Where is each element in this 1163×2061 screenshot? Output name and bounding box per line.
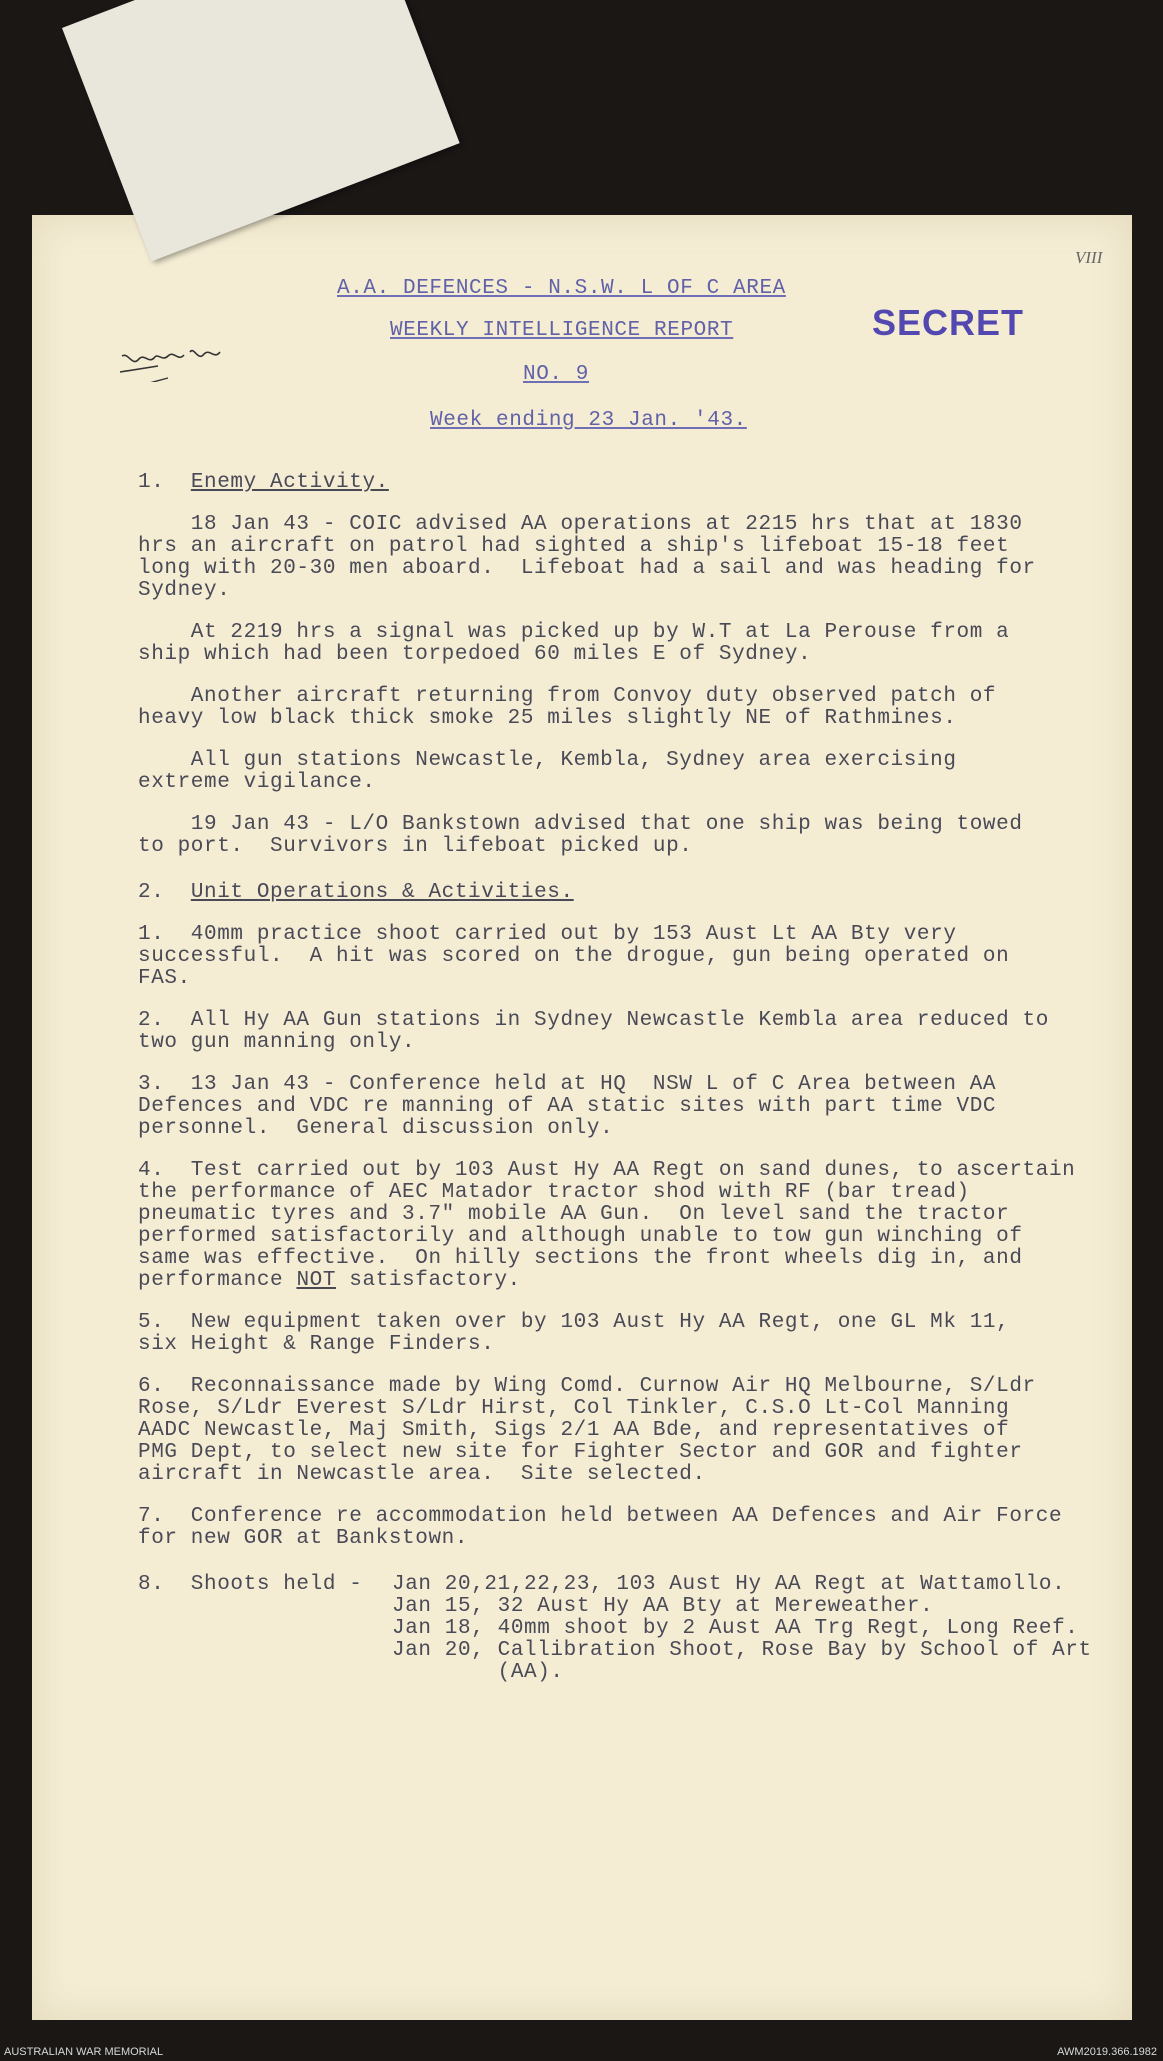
paragraph-line: 4. Test carried out by 103 Aust Hy AA Regt on sand dunes, to ascertain [138, 1159, 1076, 1182]
paragraph-line: successful. A hit was scored on the drogue, gun being operated on [138, 945, 1010, 968]
paragraph-line: Rose, S/Ldr Everest S/Ldr Hirst, Col Tinkler, C.S.O Lt-Col Manning [138, 1397, 1010, 1420]
paragraph-line: 5. New equipment taken over by 103 Aust Hy AA Regt, one GL Mk 11, [138, 1311, 1010, 1334]
paragraph-line: 18 Jan 43 - COIC advised AA operations at 2215 hrs that at 1830 [138, 513, 1023, 536]
paragraph-line: long with 20-30 men aboard. Lifeboat had a sail and was heading for [138, 557, 1036, 580]
shoot-entry: Jan 15, 32 Aust Hy AA Bty at Mereweather. [392, 1595, 934, 1618]
paragraph-line: Sydney. [138, 579, 231, 602]
paragraph-line: personnel. General discussion only. [138, 1117, 614, 1140]
shoot-entry: Jan 18, 40mm shoot by 2 Aust AA Trg Regt, Long Reef. [392, 1617, 1079, 1640]
shoots-label: 8. Shoots held - [138, 1573, 363, 1596]
paragraph-line: performed satisfactorily and although unable to tow gun winching of [138, 1225, 1023, 1248]
paragraph-line: ship which had been torpedoed 60 miles E of Sydney. [138, 643, 812, 666]
paragraph-line: two gun manning only. [138, 1031, 416, 1054]
section-heading-text: Unit Operations & Activities. [190, 881, 574, 904]
paragraph-line: six Height & Range Finders. [138, 1333, 495, 1356]
shoot-entry: Jan 20,21,22,23, 103 Aust Hy AA Regt at Wattamollo. [392, 1573, 1066, 1596]
paragraph-line: AADC Newcastle, Maj Smith, Sigs 2/1 AA Bde, and representatives of [138, 1419, 1010, 1442]
shoot-entry: Jan 20, Callibration Shoot, Rose Bay by School of Art [392, 1639, 1092, 1662]
header-line-1: A.A. DEFENCES - N.S.W. L OF C AREA [337, 277, 786, 300]
paragraph-line: 2. All Hy AA Gun stations in Sydney Newcastle Kembla area reduced to [138, 1009, 1049, 1032]
paragraph-line: Defences and VDC re manning of AA static sites with part time VDC [138, 1095, 997, 1118]
paragraph-line: 3. 13 Jan 43 - Conference held at HQ NSW L of C Area between AA [138, 1073, 997, 1096]
section-heading-text: Enemy Activity. [190, 471, 389, 494]
paragraph-line: 6. Reconnaissance made by Wing Comd. Curnow Air HQ Melbourne, S/Ldr [138, 1375, 1036, 1398]
paragraph-line: aircraft in Newcastle area. Site selected. [138, 1463, 706, 1486]
header-line-2: WEEKLY INTELLIGENCE REPORT [390, 319, 734, 342]
paragraph-line: performance NOT satisfactory. [138, 1269, 521, 1292]
pencil-mark: VIII [1075, 248, 1103, 267]
paragraph-line: FAS. [138, 967, 191, 990]
paragraph-line: PMG Dept, to select new site for Fighter Sector and GOR and fighter [138, 1441, 1023, 1464]
header-line-4: Week ending 23 Jan. '43. [430, 409, 747, 432]
handwritten-signature [118, 322, 248, 382]
paragraph-line: At 2219 hrs a signal was picked up by W.T at La Perouse from a [138, 621, 1010, 644]
paragraph-line: heavy low black thick smoke 25 miles slightly NE of Rathmines. [138, 707, 957, 730]
paragraph-line: hrs an aircraft on patrol had sighted a ship's lifeboat 15-18 feet [138, 535, 1010, 558]
paragraph-line: 7. Conference re accommodation held between AA Defences and Air Force [138, 1505, 1063, 1528]
paragraph-line: 1. 40mm practice shoot carried out by 153 Aust Lt AA Bty very [138, 923, 957, 946]
section-heading: 2. Unit Operations & Activities. [138, 881, 574, 904]
paragraph-line: All gun stations Newcastle, Kembla, Sydney area exercising [138, 749, 957, 772]
paragraph-line: extreme vigilance. [138, 771, 376, 794]
section-heading: 1. Enemy Activity. [138, 471, 389, 494]
footer-id: AWM2019.366.1982 [1057, 2046, 1157, 2058]
header-line-3: NO. 9 [523, 363, 590, 386]
footer-credit: AUSTRALIAN WAR MEMORIAL [4, 2046, 164, 2058]
shoot-entry: (AA). [392, 1661, 564, 1684]
paragraph-line: for new GOR at Bankstown. [138, 1527, 469, 1550]
paragraph-line: to port. Survivors in lifeboat picked up. [138, 835, 693, 858]
paragraph-line: Another aircraft returning from Convoy duty observed patch of [138, 685, 997, 708]
paragraph-line: 19 Jan 43 - L/O Bankstown advised that one ship was being towed [138, 813, 1023, 836]
paragraph-line: same was effective. On hilly sections the front wheels dig in, and [138, 1247, 1023, 1270]
paragraph-line: the performance of AEC Matador tractor shod with RF (bar tread) [138, 1181, 970, 1204]
paragraph-line: pneumatic tyres and 3.7" mobile AA Gun. On level sand the tractor [138, 1203, 1010, 1226]
secret-stamp: SECRET [872, 302, 1025, 343]
